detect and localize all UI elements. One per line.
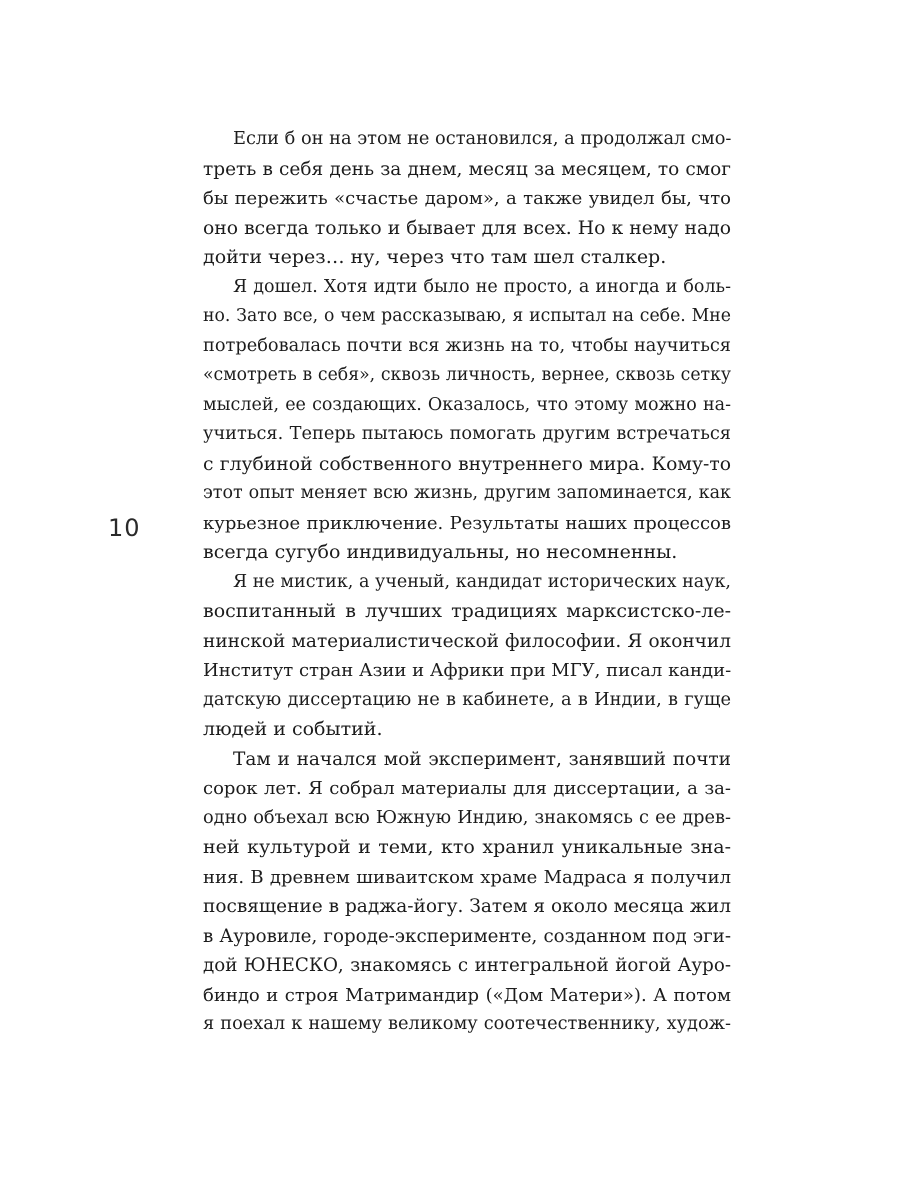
text-line: ния. В древнем шиваитском храме Мадраса я получил xyxy=(203,866,731,888)
text-line: нинской материалистической философии. Я окончил xyxy=(203,630,731,652)
text-line: дойти через… ну, через что там шел сталкер. xyxy=(203,246,667,268)
text-line: треть в себя день за днем, месяц за месяцем, то смог xyxy=(203,158,731,180)
text-line: с глубиной собственного внутреннего мира. Кому-то xyxy=(203,453,731,475)
body-text xyxy=(203,125,731,1040)
text-line: «смотреть в себя», сквозь личность, вернее, сквозь сетку xyxy=(203,365,731,385)
text-line: воспитанный в лучших традициях марксистско-ле- xyxy=(203,600,731,622)
text-line: дой ЮНЕСКО, знакомясь с интегральной йогой Ауро- xyxy=(203,955,731,976)
text-line: датскую диссертацию не в кабинете, а в Индии, в гуще xyxy=(203,689,731,710)
text-line: но. Зато все, о чем рассказываю, я испытал на себе. Мне xyxy=(203,306,731,326)
text-line: я поехал к нашему великому соотечественнику, худож- xyxy=(203,1014,731,1034)
text-line: мыслей, ее создающих. Оказалось, что этому можно на- xyxy=(203,394,731,415)
text-line: в Ауровиле, городе-эксперименте, созданном под эги- xyxy=(203,925,731,947)
text-line: посвящение в раджа-йогу. Затем я около месяца жил xyxy=(203,896,731,917)
text-line: Институт стран Азии и Африки при МГУ, писал канди- xyxy=(203,660,732,681)
text-line: ней культурой и теми, кто хранил уникальные зна- xyxy=(203,836,731,858)
page-number: 10 xyxy=(108,514,141,542)
text-line: всегда сугубо индивидуальны, но несомненны. xyxy=(203,541,678,563)
text-line: Я не мистик, а ученый, кандидат исторических наук, xyxy=(233,571,731,592)
text-line: Там и начался мой эксперимент, занявший почти xyxy=(233,748,731,770)
text-line: биндо и строя Матримандир («Дом Матери»). А потом xyxy=(203,984,731,1006)
text-line: бы пережить «счастье даром», а также увидел бы, что xyxy=(203,188,731,209)
text-line: одно объехал всю Южную Индию, знакомясь с ее древ- xyxy=(203,807,731,828)
text-line: Я дошел. Хотя идти было не просто, а иногда и боль- xyxy=(233,276,731,297)
text-line: потребовалась почти вся жизнь на то, чтобы научиться xyxy=(203,335,731,356)
text-line: курьезное приключение. Результаты наших процессов xyxy=(203,512,731,534)
text-line: сорок лет. Я собрал материалы для диссертации, а за- xyxy=(203,778,731,799)
text-line: учиться. Теперь пытаюсь помогать другим встречаться xyxy=(203,424,731,444)
text-line: людей и событий. xyxy=(203,718,383,740)
text-line: оно всегда только и бывает для всех. Но к нему надо xyxy=(203,217,731,239)
text-line: Если б он на этом не остановился, а продолжал смо- xyxy=(233,129,732,149)
text-line: этот опыт меняет всю жизнь, другим запоминается, как xyxy=(203,483,731,503)
